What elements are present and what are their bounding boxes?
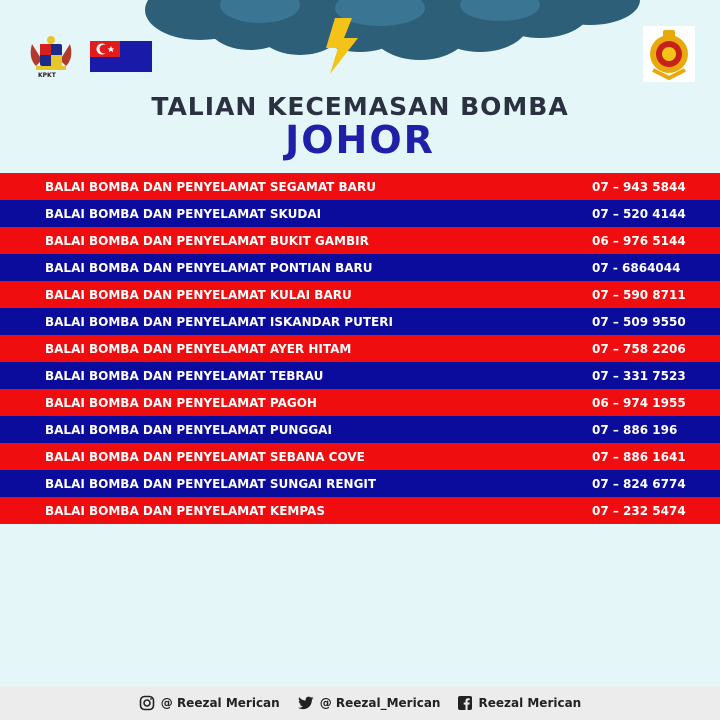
station-row (0, 308, 720, 335)
station-list (0, 173, 720, 524)
station-name: BALAI BOMBA DAN PENYELAMAT SUNGAI RENGIT (45, 476, 377, 491)
station-name: BALAI BOMBA DAN PENYELAMAT PONTIAN BARU (45, 260, 373, 275)
station-row (0, 389, 720, 416)
station-name: BALAI BOMBA DAN PENYELAMAT PAGOH (45, 395, 317, 410)
station-name: BALAI BOMBA DAN PENYELAMAT AYER HITAM (45, 341, 352, 356)
station-phone[interactable]: 07 – 886 1641 (592, 449, 686, 464)
station-row (0, 281, 720, 308)
emblem-label: KPKT (38, 72, 56, 79)
station-name: BALAI BOMBA DAN PENYELAMAT SEGAMAT BARU (45, 179, 376, 194)
station-name: BALAI BOMBA DAN PENYELAMAT TEBRAU (45, 368, 324, 383)
station-row (0, 227, 720, 254)
station-row (0, 173, 720, 200)
station-name: BALAI BOMBA DAN PENYELAMAT KULAI BARU (45, 287, 352, 302)
facebook-link[interactable] (458, 696, 581, 710)
station-phone[interactable]: 07 – 331 7523 (592, 368, 686, 383)
station-phone[interactable]: 07 – 943 5844 (592, 179, 686, 194)
station-name: BALAI BOMBA DAN PENYELAMAT PUNGGAI (45, 422, 332, 437)
station-row (0, 200, 720, 227)
station-row (0, 443, 720, 470)
station-row (0, 497, 720, 524)
social-footer (0, 686, 720, 720)
station-name: BALAI BOMBA DAN PENYELAMAT ISKANDAR PUTERI (45, 314, 393, 329)
station-phone[interactable]: 07 – 232 5474 (592, 503, 686, 518)
facebook-handle: Reezal Merican (478, 696, 582, 710)
station-row (0, 470, 720, 497)
page-title: TALIAN KECEMASAN BOMBA (151, 92, 569, 121)
johor-flag (90, 41, 152, 72)
station-phone[interactable]: 07 – 824 6774 (592, 476, 686, 491)
station-name: BALAI BOMBA DAN PENYELAMAT BUKIT GAMBIR (45, 233, 369, 248)
state-title: JOHOR (285, 118, 435, 162)
twitter-handle: @ Reezal_Merican (319, 696, 441, 710)
station-phone[interactable]: 07 – 509 9550 (592, 314, 686, 329)
station-name: BALAI BOMBA DAN PENYELAMAT SEBANA COVE (45, 449, 365, 464)
station-row (0, 416, 720, 443)
station-phone[interactable]: 06 – 974 1955 (592, 395, 686, 410)
station-row (0, 335, 720, 362)
instagram-icon (139, 695, 155, 711)
station-phone[interactable]: 07 – 520 4144 (592, 206, 686, 221)
bomba-badge (643, 26, 695, 82)
instagram-link[interactable] (139, 695, 280, 711)
facebook-icon (458, 696, 472, 710)
station-name: BALAI BOMBA DAN PENYELAMAT SKUDAI (45, 206, 322, 221)
station-row (0, 254, 720, 281)
station-phone[interactable]: 07 – 758 2206 (592, 341, 686, 356)
station-phone[interactable]: 07 – 886 196 (592, 422, 678, 437)
station-row (0, 362, 720, 389)
station-phone[interactable]: 07 – 590 8711 (592, 287, 686, 302)
twitter-link[interactable] (298, 696, 441, 710)
instagram-handle: @ Reezal Merican (160, 696, 280, 710)
twitter-icon (298, 696, 314, 710)
station-phone[interactable]: 06 – 976 5144 (592, 233, 686, 248)
station-phone[interactable]: 07 - 6864044 (592, 260, 681, 275)
station-name: BALAI BOMBA DAN PENYELAMAT KEMPAS (45, 503, 325, 518)
